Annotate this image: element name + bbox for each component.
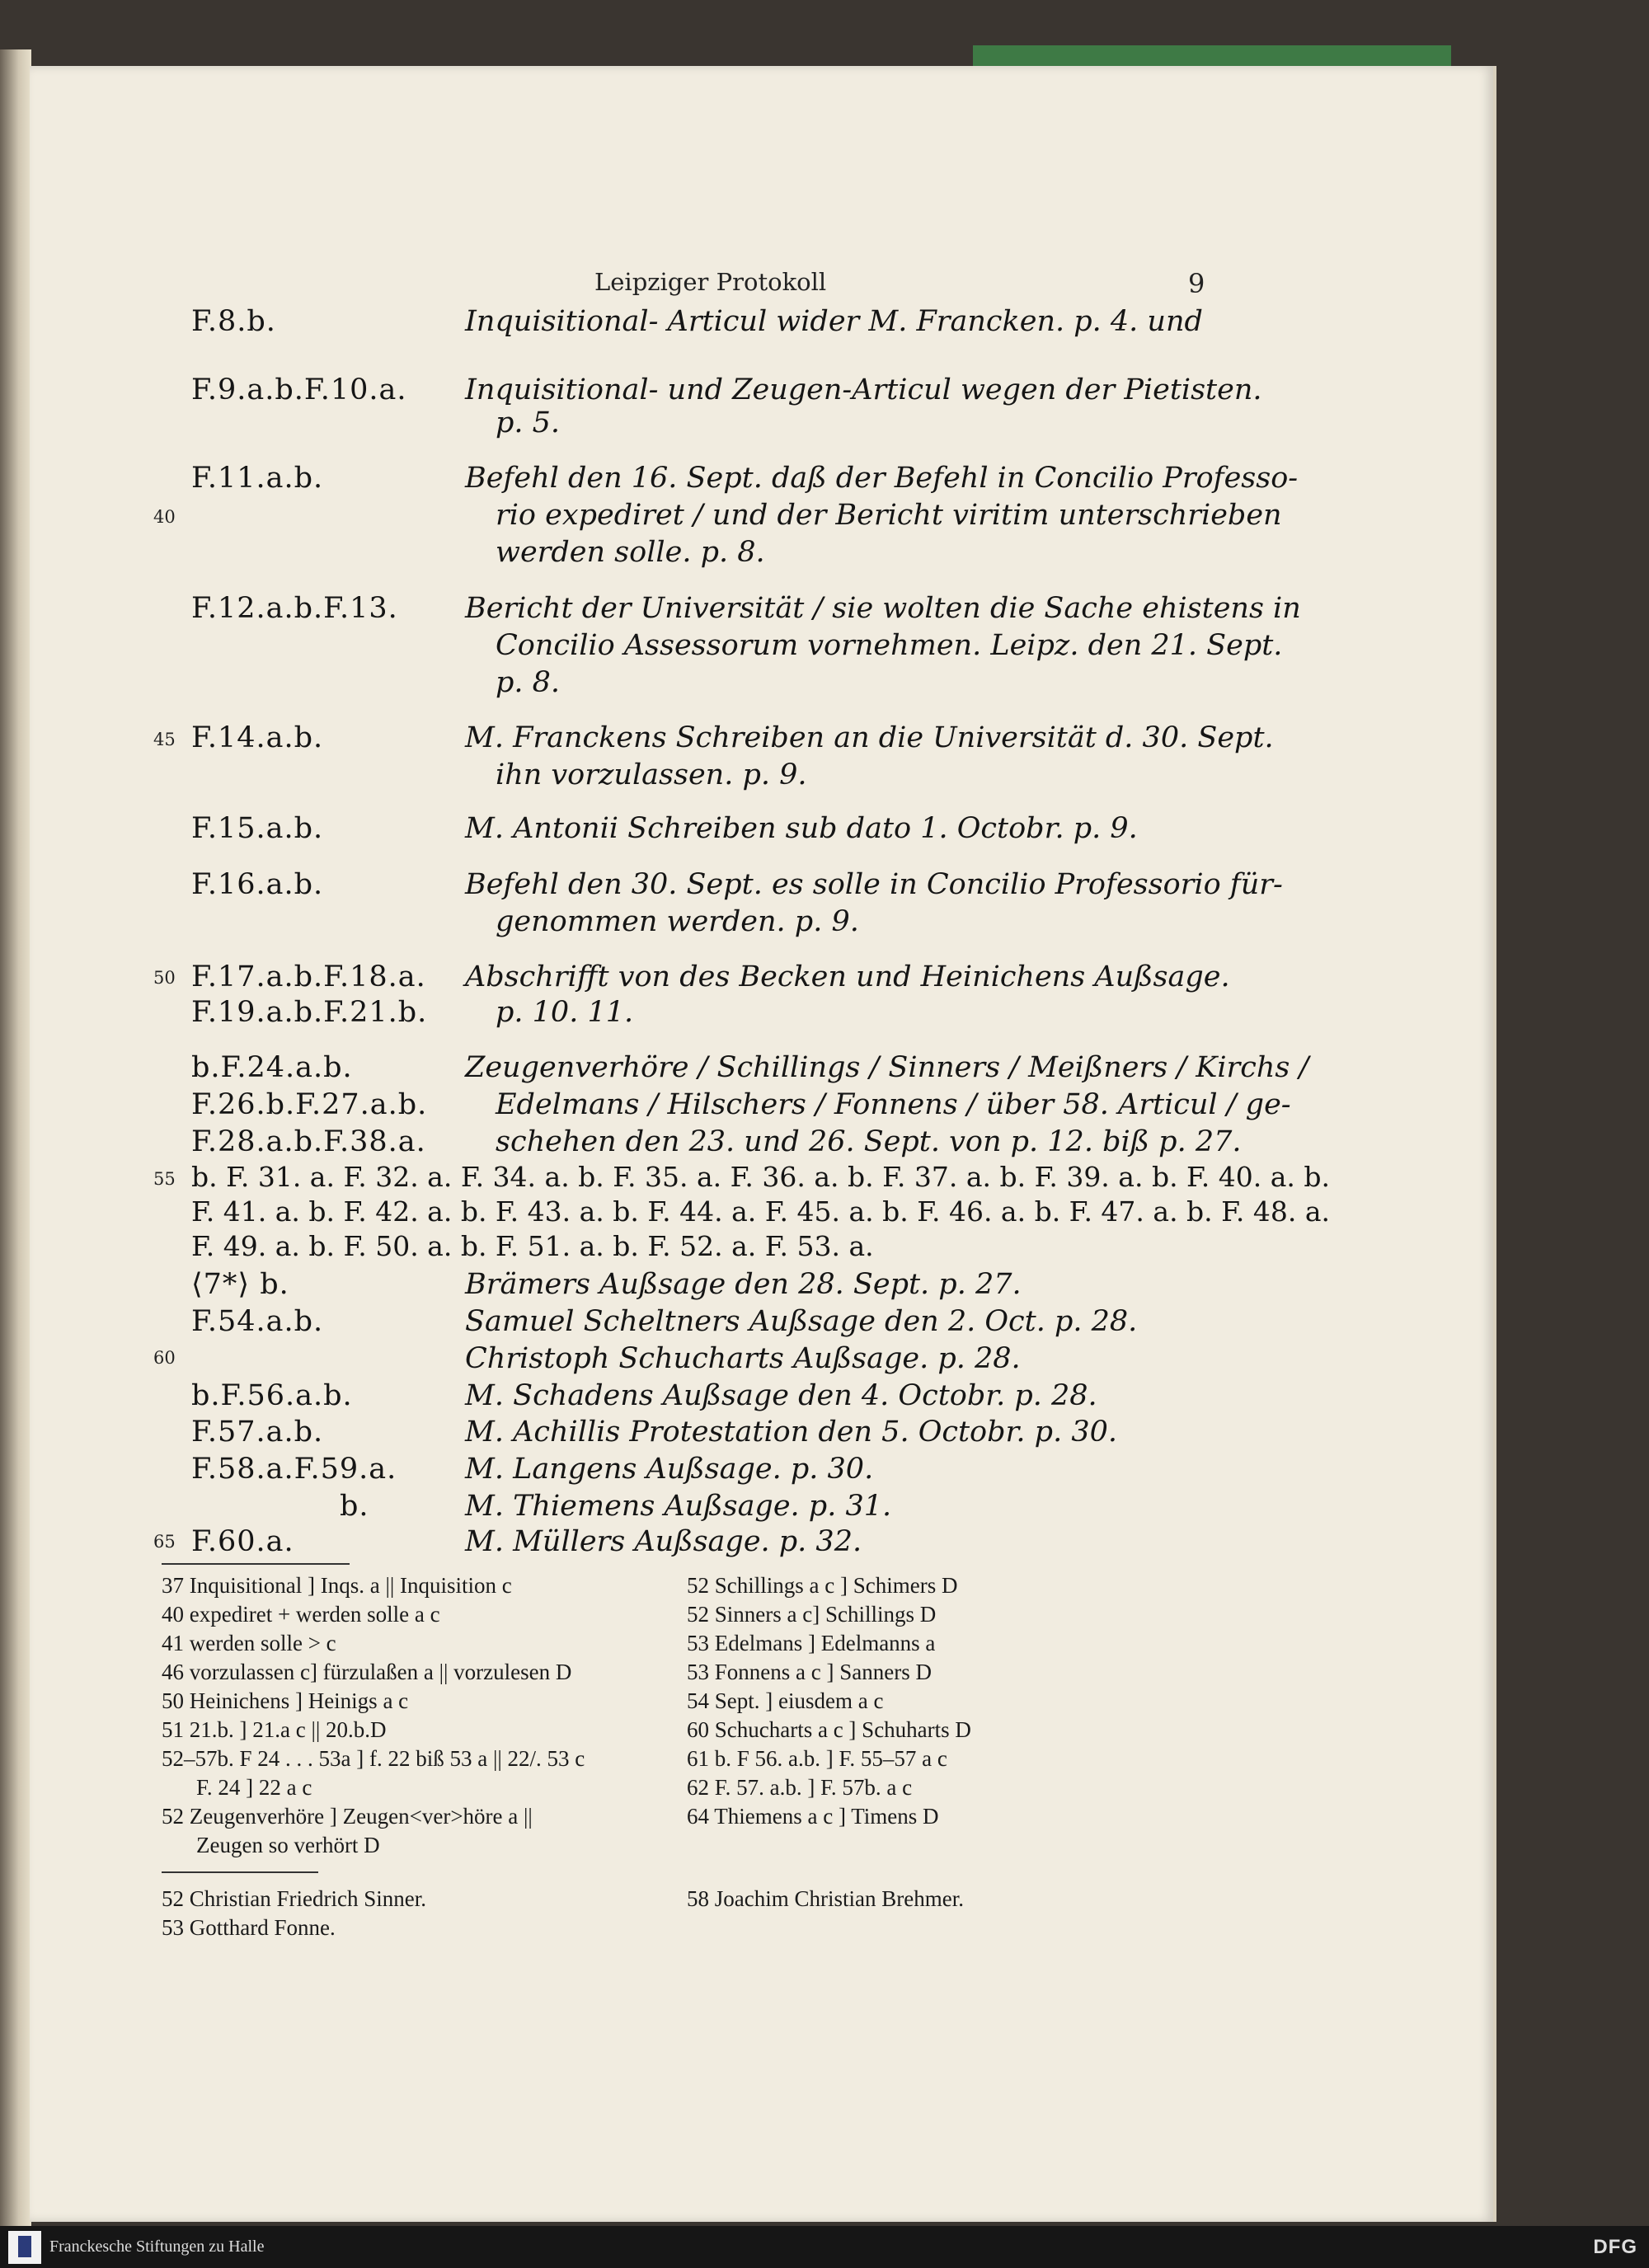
line-number: 60 [153, 1348, 176, 1368]
line-number: 40 [153, 507, 176, 527]
entry-ref: F.60.a. [191, 1525, 294, 1558]
apparatus-note: 52–57b. F 24 . . . 53a ] f. 22 biß 53 a || 22/. 53 c [162, 1746, 585, 1771]
entry-text: schehen den 23. und 26. Sept. von p. 12. biß p. 27. [496, 1125, 1242, 1158]
entry-ref: F.26.b.F.27.a.b. [191, 1088, 428, 1121]
entry-text: werden solle. p. 8. [496, 536, 765, 569]
entry-ref: F.8.b. [191, 305, 276, 338]
apparatus-note: 53 Fonnens a c ] Sanners D [687, 1660, 932, 1684]
entry-ref: F.58.a.F.59.a. [191, 1453, 397, 1486]
apparatus-note: 41 werden solle > c [162, 1631, 336, 1655]
apparatus-note: 50 Heinichens ] Heinigs a c [162, 1688, 409, 1713]
entry-text: Befehl den 16. Sept. daß der Befehl in Concilio Professo- [465, 462, 1299, 495]
book-edge [0, 49, 31, 2226]
running-title: Leipziger Protokoll [594, 268, 827, 296]
apparatus-note: 46 vorzulassen c] fürzulaßen a || vorzulesen D [162, 1660, 572, 1684]
entry-text: p. 10. 11. [496, 996, 634, 1029]
entry-ref: F.15.a.b. [191, 812, 324, 845]
entry-text: M. Antonii Schreiben sub dato 1. Octobr. p. 9. [465, 812, 1138, 845]
entry-ref: F.19.a.b.F.21.b. [191, 996, 428, 1029]
entry-ref: F.16.a.b. [191, 868, 324, 901]
apparatus-note: 51 21.b. ] 21.a c || 20.b.D [162, 1717, 387, 1742]
entry-text: Christoph Schucharts Außsage. p. 28. [465, 1342, 1021, 1375]
wide-ref-line: b. F. 31. a. F. 32. a. F. 34. a. b. F. 35. a. F. 36. a. b. F. 37. a. b. F. 39. a. b. F. 40. a. b. [191, 1161, 1331, 1193]
apparatus-rule [162, 1563, 350, 1565]
entry-ref: ⟨7*⟩ b. [191, 1268, 289, 1301]
entry-text: Inquisitional- und Zeugen-Articul wegen der Pietisten. [465, 373, 1262, 406]
person-note: 53 Gotthard Fonne. [162, 1915, 336, 1940]
entry-text: p. 5. [496, 406, 561, 439]
entry-text: M. Schadens Außsage den 4. Octobr. p. 28. [465, 1379, 1097, 1412]
entry-ref: F.54.a.b. [191, 1305, 324, 1338]
entry-text: Samuel Scheltners Außsage den 2. Oct. p. 28. [465, 1305, 1138, 1338]
entry-text: Edelmans / Hilschers / Fonnens / über 58. Articul / ge- [496, 1088, 1291, 1121]
person-note: 52 Christian Friedrich Sinner. [162, 1886, 426, 1911]
line-number: 50 [153, 968, 176, 988]
apparatus-note: 52 Schillings a c ] Schimers D [687, 1573, 958, 1598]
entry-ref: F.17.a.b.F.18.a. [191, 960, 426, 993]
entry-text: ihn vorzulassen. p. 9. [496, 758, 807, 791]
apparatus-note: 37 Inquisitional ] Inqs. a || Inquisition c [162, 1573, 512, 1598]
dfg-logo: DFG [1593, 2236, 1637, 2258]
entry-text: M. Franckens Schreiben an die Universität d. 30. Sept. [465, 721, 1274, 754]
apparatus-note: 52 Zeugenverhöre ] Zeugen<ver>höre a || [162, 1804, 533, 1829]
person-note: 58 Joachim Christian Brehmer. [687, 1886, 964, 1911]
line-number: 65 [153, 1532, 176, 1552]
apparatus-note: 64 Thiemens a c ] Timens D [687, 1804, 939, 1829]
apparatus-note: 61 b. F 56. a.b. ] F. 55–57 a c [687, 1746, 947, 1771]
entry-text: Zeugenverhöre / Schillings / Sinners / Meißners / Kirchs / [465, 1051, 1309, 1084]
entry-text: rio expediret / und der Bericht viritim unterschrieben [496, 499, 1282, 532]
entry-text: M. Langens Außsage. p. 30. [465, 1453, 874, 1486]
line-number: 55 [153, 1169, 176, 1189]
entry-text: Brämers Außsage den 28. Sept. p. 27. [465, 1268, 1022, 1301]
entry-text: M. Thiemens Außsage. p. 31. [465, 1490, 892, 1523]
entry-ref: F.14.a.b. [191, 721, 324, 754]
apparatus-note: 60 Schucharts a c ] Schuharts D [687, 1717, 971, 1742]
entry-ref: F.28.a.b.F.38.a. [191, 1125, 426, 1158]
wide-ref-line: F. 41. a. b. F. 42. a. b. F. 43. a. b. F. 44. a. F. 45. a. b. F. 46. a. b. F. 47. a. b. F. 48. a. [191, 1195, 1331, 1228]
apparatus-note: 54 Sept. ] eiusdem a c [687, 1688, 884, 1713]
entry-text: Concilio Assessorum vornehmen. Leipz. den 21. Sept. [496, 629, 1283, 662]
entry-ref: F.11.a.b. [191, 462, 324, 495]
page-number: 9 [1188, 268, 1205, 299]
entry-ref: b.F.24.a.b. [191, 1051, 353, 1084]
apparatus-note: Zeugen so verhört D [196, 1833, 380, 1857]
entry-text: Befehl den 30. Sept. es solle in Concilio Professorio für- [465, 868, 1283, 901]
book-page [30, 66, 1493, 2222]
institution-logo-icon [8, 2231, 41, 2264]
apparatus-note: 53 Edelmans ] Edelmanns a [687, 1631, 936, 1655]
apparatus-note: 52 Sinners a c] Schillings D [687, 1602, 937, 1627]
apparatus-note: F. 24 ] 22 a c [196, 1775, 312, 1800]
entry-ref: b. [340, 1490, 369, 1523]
entry-text: M. Müllers Außsage. p. 32. [465, 1525, 862, 1558]
entry-text: Inquisitional- Articul wider M. Francken. p. 4. und [465, 305, 1203, 338]
entry-text: Bericht der Universität / sie wolten die Sache ehistens in [465, 592, 1301, 625]
entry-text: genommen werden. p. 9. [496, 905, 859, 938]
institution-name: Franckesche Stiftungen zu Halle [49, 2237, 265, 2256]
entry-text: p. 8. [496, 666, 561, 699]
wide-ref-line: F. 49. a. b. F. 50. a. b. F. 51. a. b. F. 52. a. F. 53. a. [191, 1230, 874, 1262]
entry-text: Abschrifft von des Becken und Heinichens Außsage. [465, 960, 1230, 993]
entry-ref: F.57.a.b. [191, 1416, 324, 1449]
entry-ref: b.F.56.a.b. [191, 1379, 353, 1412]
apparatus-note: 62 F. 57. a.b. ] F. 57b. a c [687, 1775, 913, 1800]
persons-rule [162, 1871, 318, 1873]
entry-text: M. Achillis Protestation den 5. Octobr. p. 30. [465, 1416, 1117, 1449]
line-number: 45 [153, 730, 176, 749]
entry-ref: F.9.a.b.F.10.a. [191, 373, 407, 406]
apparatus-note: 40 expediret + werden solle a c [162, 1602, 440, 1627]
entry-ref: F.12.a.b.F.13. [191, 592, 398, 625]
